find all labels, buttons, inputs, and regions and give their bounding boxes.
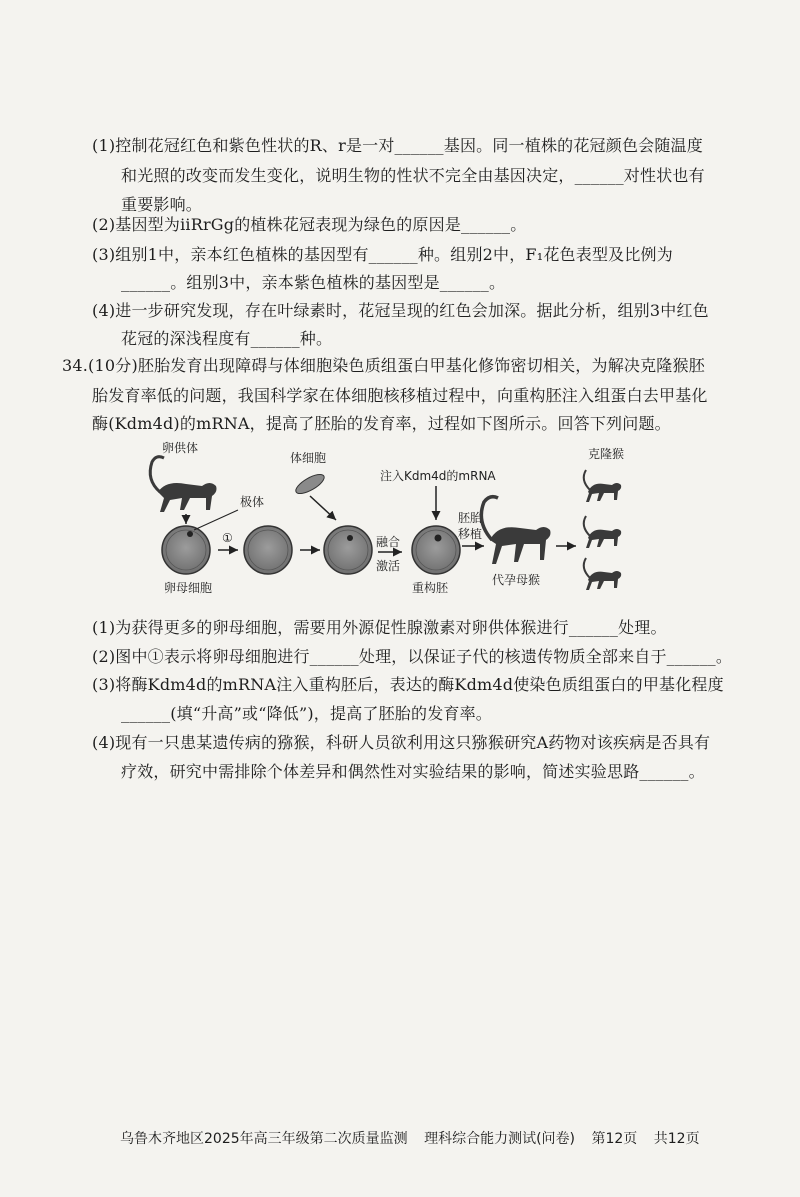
reconstructed-embryo [412, 526, 460, 574]
q34-sub3-line1: (3)将酶Kdm4d的mRNA注入重构胚后，表达的酶Kdm4d使染色质组蛋白的甲基化程度 [92, 675, 724, 694]
footer-total: 共12页 [653, 1131, 700, 1147]
surrogate-monkey-icon [481, 497, 550, 564]
q34-intro-line1: 34.(10分)胚胎发育出现障碍与体细胞染色质组蛋白甲基化修饰密切相关，为解决克隆猴胚 [62, 356, 705, 375]
egg-donor-label: 卵供体 [162, 441, 199, 455]
q33-part1-line1: (1)控制花冠红色和紫色性状的R、r是一对______基因。同一植株的花冠颜色会随温度 [92, 136, 703, 155]
inject-label: 注入Kdm4d的mRNA [380, 469, 496, 483]
somatic-cell [293, 471, 327, 497]
q34-sub1: (1)为获得更多的卵母细胞，需要用外源促性腺激素对卵供体猴进行______处理。 [92, 618, 667, 637]
q34-sub3-line2: ______(填“升高”或“降低”)，提高了胚胎的发育率。 [121, 704, 493, 723]
clone-monkey-icon [584, 470, 621, 502]
fused-cell [324, 526, 372, 574]
surrogate-label: 代孕母猴 [492, 573, 541, 587]
enucleated-oocyte [244, 526, 292, 574]
page-footer [120, 1128, 712, 1148]
q33-part1-line2: 和光照的改变而发生变化，说明生物的性状不完全由基因决定，______对性状也有 [121, 166, 705, 185]
fusion-label: 融合 [376, 535, 401, 549]
nuclear-transfer-diagram [140, 440, 660, 600]
q34-sub4-line1: (4)现有一只患某遗传病的猕猴，科研人员欲利用这只猕猴研究A药物对该疾病是否具有 [92, 733, 711, 752]
activation-label: 激活 [376, 559, 401, 573]
polar-body-label: 极体 [240, 495, 265, 509]
q34-intro-line3: 酶(Kdm4d)的mRNA，提高了胚胎的发育率，过程如下图所示。回答下列问题。 [92, 414, 671, 433]
q33-part2: (2)基因型为iiRrGg的植株花冠表现为绿色的原因是______。 [92, 215, 527, 234]
clone-monkey-icon [584, 516, 621, 548]
oocyte-label: 卵母细胞 [164, 581, 213, 595]
q33-part3-line2: ______。组别3中，亲本紫色植株的基因型是______。 [121, 273, 506, 292]
embryo-label: 胚胎 [458, 511, 483, 525]
q33-part4-line2: 花冠的深浅程度有______种。 [121, 329, 333, 348]
q34-sub2: (2)图中①表示将卵母细胞进行______处理，以保证子代的核遗传物质全部来自于______。 [92, 647, 733, 666]
q34-sub4-line2: 疗效，研究中需排除个体差异和偶然性对实验结果的影响，简述实验思路______。 [121, 762, 705, 781]
q33-part3-line1: (3)组别1中，亲本红色植株的基因型有______种。组别2中，F₁花色表型及比例为 [92, 245, 673, 264]
clone-label: 克隆猴 [588, 447, 625, 461]
clone-monkey-icon [584, 558, 621, 590]
step-one-label: ① [222, 531, 233, 545]
egg-donor-monkey-icon [150, 457, 216, 512]
footer-page: 第12页 [591, 1131, 638, 1147]
transfer-label: 移植 [458, 527, 483, 541]
q33-part4-line1: (4)进一步研究发现，存在叶绿素时，花冠呈现的红色会加深。据此分析，组别3中红色 [92, 301, 709, 320]
oocyte-cell [162, 526, 210, 574]
footer-subject: 理科综合能力测试(问卷) [424, 1131, 576, 1147]
polar-body [187, 531, 193, 537]
somatic-cell-label: 体细胞 [290, 451, 327, 465]
q33-part1-line3: 重要影响。 [121, 195, 203, 214]
footer-exam: 乌鲁木齐地区2025年高三年级第二次质量监测 [120, 1131, 408, 1147]
reconstructed-label: 重构胚 [412, 581, 449, 595]
q34-intro-line2: 胎发育率低的问题，我国科学家在体细胞核移植过程中，向重构胚注入组蛋白去甲基化 [92, 386, 708, 405]
